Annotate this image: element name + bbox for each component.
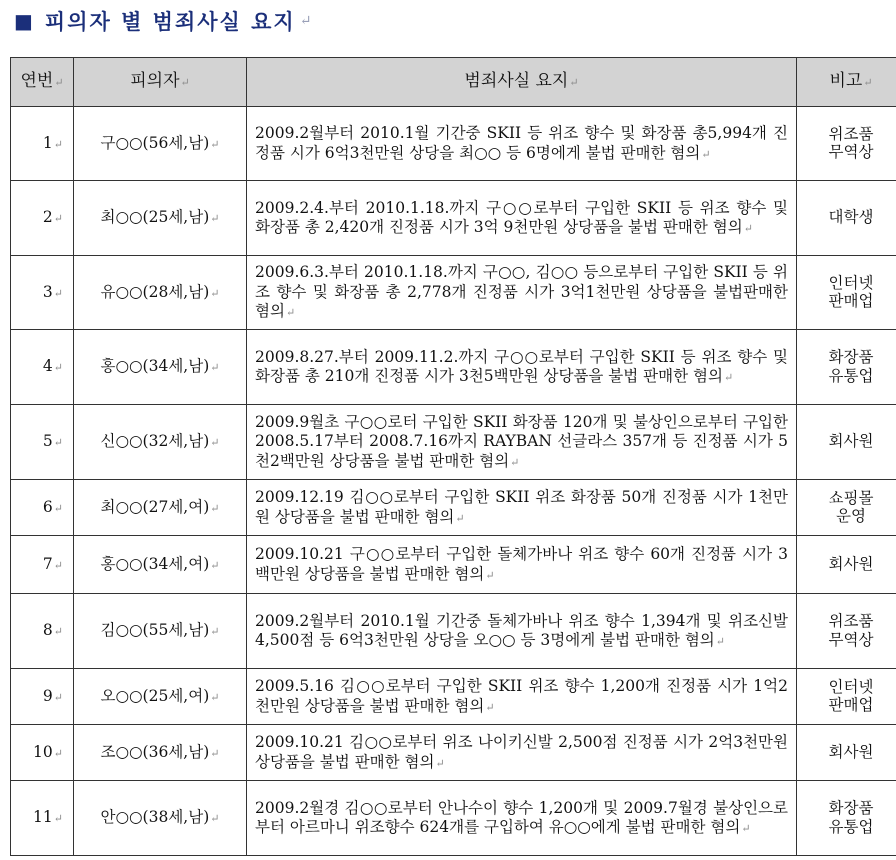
table-row bbox=[11, 781, 896, 856]
row-no: 6↵ bbox=[11, 480, 74, 536]
row-facts: 2009.9월초 구○○로터 구입한 SKII 화장품 120개 및 불상인으로부터 구입한 2008.5.17부터 2008.7.16까지 RAYBAN 선글라스 357개 등 진정품 시가 5천2백만원 상당품을 불법 판매한 혐의↵ bbox=[247, 405, 797, 480]
row-facts: 2009.6.3.부터 2010.1.18.까지 구○○, 김○○ 등으로부터 구입한 SKII 등 위조 향수 및 화장품 총 2,778개 진정품 시가 3억1천만원 상당품을 불법판매한 혐의↵ bbox=[247, 256, 797, 330]
table-row bbox=[11, 181, 896, 256]
page-title bbox=[14, 6, 313, 36]
row-facts: 2009.2월부터 2010.1월 기간중 돌체가바나 위조 향수 1,394개 및 위조신발 4,500점 등 6억3천만원 상당을 오○○ 등 3명에게 불법 판매한 혐의↵ bbox=[247, 594, 797, 669]
table-row bbox=[11, 594, 896, 669]
row-suspect: 홍○○(34세,여)↵ bbox=[74, 536, 247, 594]
row-suspect: 오○○(25세,여)↵ bbox=[74, 669, 247, 725]
row-suspect: 신○○(32세,남)↵ bbox=[74, 405, 247, 480]
row-note: 회사원 bbox=[797, 405, 896, 480]
table-row bbox=[11, 107, 896, 181]
row-note: 화장품 유통업 bbox=[797, 330, 896, 405]
row-facts: 2009.2월부터 2010.1월 기간중 SKII 등 위조 향수 및 화장품 총5,994개 진정품 시가 6억3천만원 상당을 최○○ 등 6명에게 불법 판매한 혐의↵ bbox=[247, 107, 797, 181]
row-suspect: 안○○(38세,남)↵ bbox=[74, 781, 247, 856]
row-facts: 2009.8.27.부터 2009.11.2.까지 구○○로부터 구입한 SKII 등 위조 향수 및 화장품 총 210개 진정품 시가 3천5백만원 상당품을 불법 판매한 혐의↵ bbox=[247, 330, 797, 405]
table-row bbox=[11, 536, 896, 594]
row-suspect: 조○○(36세,남)↵ bbox=[74, 725, 247, 781]
table-row bbox=[11, 256, 896, 330]
row-no: 4↵ bbox=[11, 330, 74, 405]
square-icon: ■ bbox=[14, 9, 35, 33]
row-suspect: 최○○(25세,남)↵ bbox=[74, 181, 247, 256]
row-no: 3↵ bbox=[11, 256, 74, 330]
return-mark-icon: ↵ bbox=[299, 13, 314, 29]
row-suspect: 김○○(55세,남)↵ bbox=[74, 594, 247, 669]
row-suspect: 최○○(27세,여)↵ bbox=[74, 480, 247, 536]
row-no: 2↵ bbox=[11, 181, 74, 256]
table-header-row bbox=[11, 58, 896, 107]
row-no: 11↵ bbox=[11, 781, 74, 856]
table-row bbox=[11, 669, 896, 725]
row-note: 위조품 무역상 bbox=[797, 107, 896, 181]
table-row bbox=[11, 725, 896, 781]
row-note: 대학생 bbox=[797, 181, 896, 256]
row-note: 쇼핑몰 운영 bbox=[797, 480, 896, 536]
table-row bbox=[11, 405, 896, 480]
row-note: 인터넷 판매업 bbox=[797, 669, 896, 725]
table-row bbox=[11, 480, 896, 536]
suspect-table bbox=[10, 57, 896, 856]
row-note: 회사원 bbox=[797, 536, 896, 594]
row-suspect: 홍○○(34세,남)↵ bbox=[74, 330, 247, 405]
row-facts: 2009.12.19 김○○로부터 구입한 SKII 위조 화장품 50개 진정품 시가 1천만원 상당품을 불법 판매한 혐의↵ bbox=[247, 480, 797, 536]
header-no: 연번↵ bbox=[11, 58, 74, 107]
page-title-text: 피의자 별 범죄사실 요지 bbox=[44, 9, 296, 34]
header-note: 비고↵ bbox=[797, 58, 896, 107]
row-facts: 2009.10.21 김○○로부터 위조 나이키신발 2,500점 진정품 시가 2억3천만원 상당품을 불법 판매한 혐의↵ bbox=[247, 725, 797, 781]
row-no: 1↵ bbox=[11, 107, 74, 181]
row-facts: 2009.5.16 김○○로부터 구입한 SKII 위조 향수 1,200개 진정품 시가 1억2천만원 상당품을 불법 판매한 혐의↵ bbox=[247, 669, 797, 725]
header-facts: 범죄사실 요지↵ bbox=[247, 58, 797, 107]
row-no: 8↵ bbox=[11, 594, 74, 669]
row-no: 10↵ bbox=[11, 725, 74, 781]
row-note: 인터넷 판매업 bbox=[797, 256, 896, 330]
row-suspect: 구○○(56세,남)↵ bbox=[74, 107, 247, 181]
row-note: 위조품 무역상 bbox=[797, 594, 896, 669]
table-row bbox=[11, 330, 896, 405]
row-note: 화장품 유통업 bbox=[797, 781, 896, 856]
row-facts: 2009.2.4.부터 2010.1.18.까지 구○○로부터 구입한 SKII 등 위조 향수 및 화장품 총 2,420개 진정품 시가 3억 9천만원 상당품을 불법 판매한 혐의↵ bbox=[247, 181, 797, 256]
row-no: 5↵ bbox=[11, 405, 74, 480]
row-suspect: 유○○(28세,남)↵ bbox=[74, 256, 247, 330]
header-suspect: 피의자↵ bbox=[74, 58, 247, 107]
row-note: 회사원 bbox=[797, 725, 896, 781]
row-no: 7↵ bbox=[11, 536, 74, 594]
row-facts: 2009.2월경 김○○로부터 안나수이 향수 1,200개 및 2009.7월경 불상인으로부터 아르마니 위조향수 624개를 구입하여 유○○에게 불법 판매한 혐의↵ bbox=[247, 781, 797, 856]
row-facts: 2009.10.21 구○○로부터 구입한 돌체가바나 위조 향수 60개 진정품 시가 3백만원 상당품을 불법 판매한 혐의↵ bbox=[247, 536, 797, 594]
row-no: 9↵ bbox=[11, 669, 74, 725]
